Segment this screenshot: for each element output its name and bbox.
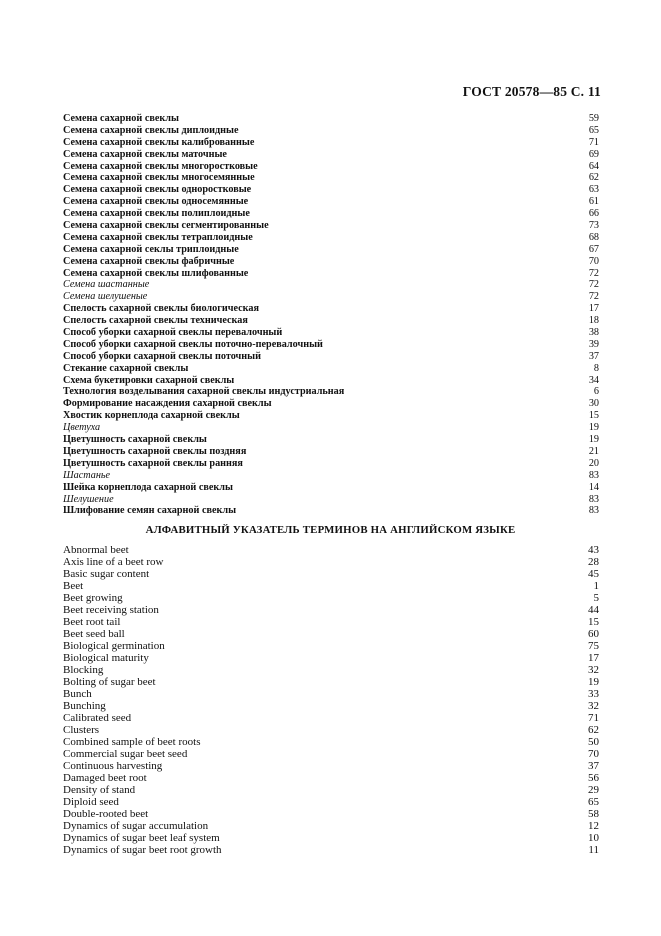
index-page-number: 68 — [588, 231, 599, 243]
index-entry — [63, 676, 599, 688]
index-page-number: 72 — [588, 267, 599, 279]
index-term: Basic sugar content — [63, 568, 150, 580]
index-entry — [63, 327, 599, 339]
index-entry — [63, 410, 599, 422]
index-entry — [63, 700, 599, 712]
index-entry — [63, 279, 599, 291]
index-entry — [63, 386, 599, 398]
index-page-number: 75 — [588, 640, 599, 652]
index-page-number: 44 — [588, 604, 599, 616]
index-entry — [63, 184, 599, 196]
index-entry — [63, 208, 599, 220]
index-term: Beet seed ball — [63, 628, 125, 640]
index-page-number: 39 — [588, 338, 599, 350]
index-term: Bunching — [63, 700, 106, 712]
index-term: Способ уборки сахарной свеклы поточный — [63, 350, 261, 362]
index-page-number: 50 — [588, 736, 599, 748]
index-page-number: 64 — [588, 160, 599, 172]
index-page-number: 30 — [588, 398, 599, 410]
index-page-number: 83 — [588, 493, 599, 505]
index-page-number: 38 — [588, 327, 599, 339]
index-entry — [63, 640, 599, 652]
index-entry — [63, 796, 599, 808]
index-term: Семена сахарной свеклы тетраплоидные — [63, 231, 253, 243]
index-term: Семена сахарной свеклы односемянные — [63, 196, 249, 208]
index-entry — [63, 784, 599, 796]
index-entry — [63, 339, 599, 351]
index-term: Семена сахарной свеклы диплоидные — [63, 124, 239, 136]
index-term: Bunch — [63, 688, 92, 700]
index-term: Хвостик корнеплода сахарной свеклы — [63, 410, 240, 422]
index-entry — [63, 568, 599, 580]
index-entry — [63, 628, 599, 640]
index-term: Семена сахарной свеклы маточные — [63, 148, 227, 160]
index-page-number: 83 — [588, 469, 599, 481]
index-term: Biological maturity — [63, 652, 149, 664]
index-term: Damaged beet root — [63, 772, 147, 784]
index-term: Семена сахарной свеклы сегментированные — [63, 220, 269, 232]
index-page-number: 32 — [588, 664, 599, 676]
index-page-number: 62 — [588, 172, 599, 184]
russian-term-index — [63, 113, 599, 517]
index-entry — [63, 592, 599, 604]
index-term: Combined sample of beet roots — [63, 736, 201, 748]
index-entry — [63, 196, 599, 208]
index-entry — [63, 125, 599, 137]
index-term: Dynamics of sugar beet root growth — [63, 844, 222, 856]
index-page-number: 12 — [588, 820, 599, 832]
index-term: Dynamics of sugar accumulation — [63, 820, 209, 832]
index-entry — [63, 760, 599, 772]
index-page-number: 65 — [588, 796, 599, 808]
index-page-number: 17 — [588, 303, 599, 315]
index-term: Семена сахарной свеклы многоростковые — [63, 160, 258, 172]
index-entry — [63, 149, 599, 161]
index-page-number: 10 — [588, 832, 599, 844]
index-term: Шлифование семян сахарной свеклы — [63, 505, 237, 517]
index-entry — [63, 616, 599, 628]
index-term: Abnormal beet — [63, 544, 129, 556]
index-entry — [63, 556, 599, 568]
index-page-number: 19 — [588, 434, 599, 446]
index-term: Способ уборки сахарной свеклы поточно-перевалочный — [63, 338, 323, 350]
index-page-number: 19 — [588, 422, 599, 434]
index-term: Спелость сахарной свеклы биологическая — [63, 303, 259, 315]
index-term: Commercial sugar beet seed — [63, 748, 188, 760]
index-page-number: 71 — [588, 712, 599, 724]
index-page-number: 15 — [588, 616, 599, 628]
index-entry — [63, 505, 599, 517]
index-entry — [63, 375, 599, 387]
index-term: Способ уборки сахарной свеклы перевалочный — [63, 327, 283, 339]
index-page-number: 56 — [588, 772, 599, 784]
index-term: Beet growing — [63, 592, 123, 604]
index-entry — [63, 244, 599, 256]
index-term: Density of stand — [63, 784, 136, 796]
index-term: Цветушность сахарной свеклы ранняя — [63, 457, 243, 469]
index-entry — [63, 161, 599, 173]
index-entry — [63, 232, 599, 244]
index-page-number: 70 — [588, 748, 599, 760]
index-entry — [63, 580, 599, 592]
index-entry — [63, 808, 599, 820]
index-term: Diploid seed — [63, 796, 119, 808]
index-entry — [63, 748, 599, 760]
index-term: Семена сахарной секлы триплоидные — [63, 243, 239, 255]
index-page-number: 43 — [588, 544, 599, 556]
index-term: Clusters — [63, 724, 100, 736]
index-page-number: 72 — [588, 279, 599, 291]
index-page-number: 32 — [588, 700, 599, 712]
index-entry — [63, 772, 599, 784]
index-page-number: 69 — [588, 148, 599, 160]
index-term: Семена сахарной свеклы шлифованные — [63, 267, 249, 279]
index-entry — [63, 220, 599, 232]
index-page-number: 45 — [588, 568, 599, 580]
index-page-number: 63 — [588, 184, 599, 196]
index-entry — [63, 446, 599, 458]
index-term: Calibrated seed — [63, 712, 132, 724]
index-page-number: 60 — [588, 628, 599, 640]
index-entry — [63, 844, 599, 856]
index-entry — [63, 268, 599, 280]
index-term: Шелушение — [63, 493, 114, 505]
index-page-number: 37 — [588, 760, 599, 772]
index-page-number: 29 — [588, 784, 599, 796]
index-term: Double-rooted beet — [63, 808, 149, 820]
index-term: Bolting of sugar beet — [63, 676, 156, 688]
index-term: Стекание сахарной свеклы — [63, 362, 189, 374]
index-term: Цветушность сахарной свеклы — [63, 434, 207, 446]
index-entry — [63, 664, 599, 676]
index-term: Семена сахарной свеклы полиплоидные — [63, 208, 250, 220]
index-entry — [63, 604, 599, 616]
index-term: Biological germination — [63, 640, 165, 652]
index-term: Семена сахарной свеклы многосемянные — [63, 172, 255, 184]
index-term: Dynamics of sugar beet leaf system — [63, 832, 220, 844]
index-page-number: 65 — [588, 124, 599, 136]
index-page-number: 1 — [593, 580, 599, 592]
index-page-number: 83 — [588, 505, 599, 517]
index-entry — [63, 482, 599, 494]
english-index-title: АЛФАВИТНЫЙ УКАЗАТЕЛЬ ТЕРМИНОВ НА АНГЛИЙСКОМ ЯЗЫКЕ — [145, 524, 516, 536]
index-term: Beet root tail — [63, 616, 121, 628]
index-term: Beet — [63, 580, 84, 592]
index-term: Семена шастанные — [63, 279, 150, 291]
index-entry — [63, 494, 599, 506]
index-term: Beet receiving station — [63, 604, 159, 616]
index-entry — [63, 736, 599, 748]
index-entry — [63, 291, 599, 303]
index-entry — [63, 544, 599, 556]
index-page-number: 62 — [588, 724, 599, 736]
index-entry — [63, 137, 599, 149]
index-entry — [63, 351, 599, 363]
index-page-number: 71 — [588, 136, 599, 148]
index-entry — [63, 820, 599, 832]
index-term: Цветушность сахарной свеклы поздняя — [63, 445, 247, 457]
index-page-number: 70 — [588, 255, 599, 267]
index-term: Технология возделывания сахарной свеклы индустриальная — [63, 386, 345, 398]
index-entry — [63, 832, 599, 844]
index-entry — [63, 434, 599, 446]
index-page-number: 18 — [588, 315, 599, 327]
index-page-number: 34 — [588, 374, 599, 386]
index-page-number: 61 — [588, 196, 599, 208]
index-page-number: 19 — [588, 676, 599, 688]
index-entry — [63, 422, 599, 434]
index-page-number: 58 — [588, 808, 599, 820]
index-page-number: 73 — [588, 220, 599, 232]
index-entry — [63, 172, 599, 184]
index-page-number: 59 — [588, 113, 599, 124]
index-entry — [63, 688, 599, 700]
index-term: Шейка корнеплода сахарной свеклы — [63, 481, 233, 493]
index-term: Axis line of a beet row — [63, 556, 164, 568]
index-page-number: 17 — [588, 652, 599, 664]
index-page-number: 37 — [588, 350, 599, 362]
index-term: Схема букетировки сахарной свеклы — [63, 374, 235, 386]
index-page-number: 67 — [588, 243, 599, 255]
index-entry — [63, 363, 599, 375]
index-term: Цветуха — [63, 422, 101, 434]
index-term: Continuous harvesting — [63, 760, 163, 772]
index-term: Семена сахарной свеклы фабричные — [63, 255, 235, 267]
index-term: Blocking — [63, 664, 104, 676]
index-term: Спелость сахарной свеклы техническая — [63, 315, 248, 327]
index-page-number: 21 — [588, 445, 599, 457]
index-entry — [63, 398, 599, 410]
index-page-number: 20 — [588, 457, 599, 469]
index-term: Семена сахарной свеклы одноростковые — [63, 184, 252, 196]
index-term: Формирование насаждения сахарной свеклы — [63, 398, 272, 410]
index-page-number: 33 — [588, 688, 599, 700]
index-entry — [63, 315, 599, 327]
index-entry — [63, 458, 599, 470]
index-entry — [63, 256, 599, 268]
index-page-number: 72 — [588, 291, 599, 303]
index-entry — [63, 712, 599, 724]
index-term: Шастанье — [63, 469, 111, 481]
page-header: ГОСТ 20578—85 С. 11 — [462, 84, 601, 99]
index-term: Семена сахарной свеклы калиброванные — [63, 136, 255, 148]
index-page-number: 8 — [593, 362, 599, 374]
index-entry — [63, 652, 599, 664]
index-page-number: 11 — [588, 844, 599, 856]
index-page-number: 66 — [588, 208, 599, 220]
index-term: Семена сахарной свеклы — [63, 113, 179, 124]
index-entry — [63, 113, 599, 125]
english-term-index — [63, 544, 599, 856]
index-entry — [63, 303, 599, 315]
index-page-number: 5 — [593, 592, 599, 604]
index-page-number: 28 — [588, 556, 599, 568]
index-entry — [63, 724, 599, 736]
index-term: Семена шелушеные — [63, 291, 148, 303]
index-entry — [63, 470, 599, 482]
index-page-number: 15 — [588, 410, 599, 422]
index-page-number: 6 — [593, 386, 599, 398]
index-page-number: 14 — [588, 481, 599, 493]
